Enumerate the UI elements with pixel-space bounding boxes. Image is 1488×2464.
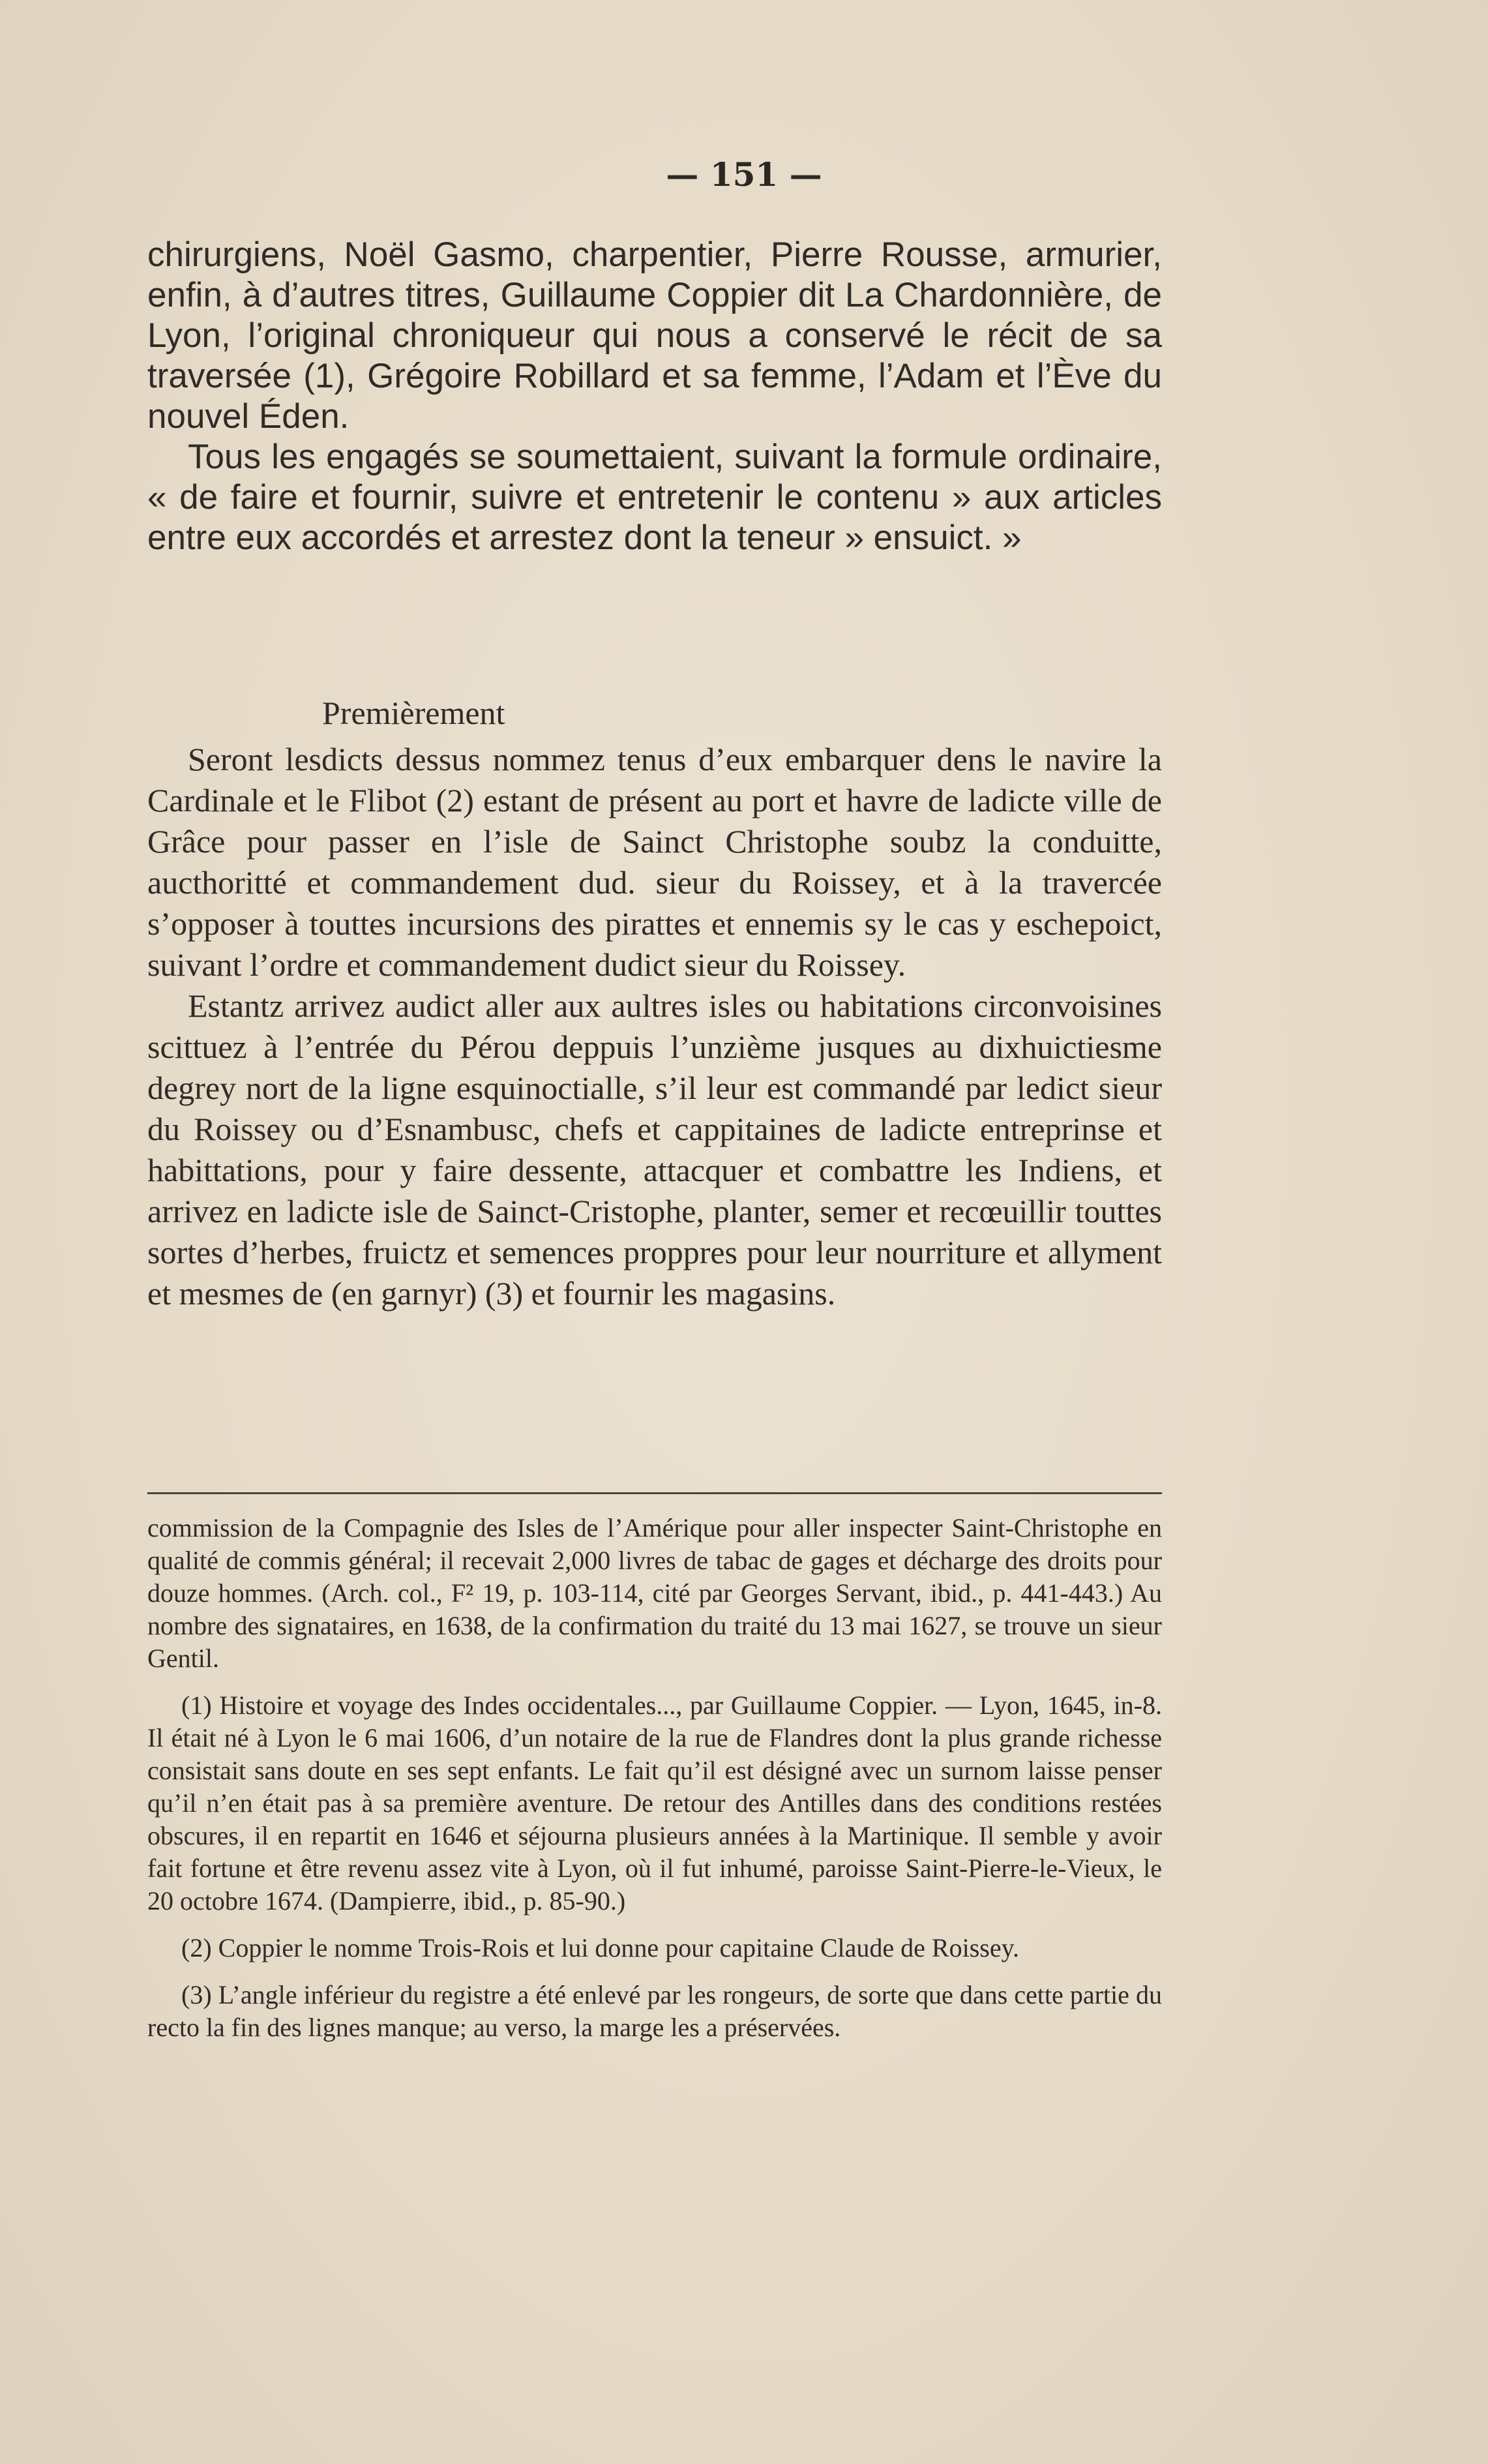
footnote-3: (3) L’angle inférieur du registre a été enlevé par les rongeurs, de sorte que dans cette partie du recto la fin des lignes manque; au verso, la marge les a préservées. xyxy=(147,1980,1162,2042)
footnote-2: (2) Coppier le nomme Trois-Rois et lui donne pour capitaine Claude de Roissey. xyxy=(181,1933,1019,1962)
main-text xyxy=(147,235,1162,558)
charter-paragraph-2: Estantz arrivez audict aller aux aultres isles ou habitations circonvoisines scittuez à l’entrée du Pérou deppuis l’unzième jusques au dixhuictiesme degrey nort de la ligne esquinoctialle, s’il leur est commandé par ledict sieur du Roissey ou d’Esnambusc, chefs et cappitaines de ladicte entreprinse et habittations, pour y faire dessente, attacquer et combattre les Indiens, et arrivez en ladicte isle de Sainct-Cristophe, planter, semer et recœuillir touttes sortes d’herbes, fruictz et semences proppres pour leur nourriture et allyment et mesmes de (en garnyr) (3) et fournir les magasins. xyxy=(147,987,1162,1312)
charter-heading: Premièrement xyxy=(322,695,505,731)
footnote-1: (1) Histoire et voyage des Indes occidentales..., par Guillaume Coppier. — Lyon, 1645, in-8. Il était né à Lyon le 6 mai 1606, d’un notaire de la rue de Flandres dont la plus grande richesse consistait sans doute en ses sept enfants. Le fait qu’il est désigné avec un surnom laisse penser qu’il n’en était pas à sa première aventure. De retour des Antilles dans des conditions restées obscures, il en repartit en 1646 et séjourna plusieurs années à la Martinique. Il semble y avoir fait fortune et être revenu assez vite à Lyon, où il fut inhumé, paroisse Saint-Pierre-le-Vieux, le 20 octobre 1674. (Dampierre, ibid., p. 85-90.) xyxy=(147,1690,1162,1916)
charter-quotation xyxy=(147,693,1162,1314)
main-paragraph-2: Tous les engagés se soumettaient, suivant la formule ordinaire, « de faire et fournir, suivre et entretenir le contenu » aux articles entre eux accordés et arrestez dont la teneur » ensuict. » xyxy=(147,438,1162,557)
footnotes xyxy=(147,1512,1162,2044)
page-number: — 151 — xyxy=(666,155,822,194)
main-paragraph-1: chirurgiens, Noël Gasmo, charpentier, Pierre Rousse, armurier, enfin, à d’autres titres, Guillaume Coppier dit La Chardonnière, de Lyon, l’original chroniqueur qui nous a conservé le récit de sa traversée (1), Grégoire Robillard et sa femme, l’Adam et l’Ève du nouvel Éden. xyxy=(147,235,1162,436)
charter-paragraph-1: Seront lesdicts dessus nommez tenus d’eux embarquer dens le navire la Cardinale et le Flibot (2) estant de présent au port et havre de ladicte ville de Grâce pour passer en l’isle de Sainct Christophe soubz la conduitte, aucthoritté et commandement dud. sieur du Roissey, et à la travercée s’opposer à touttes incursions des pirattes et ennemis sy le cas y eschepoict, suivant l’ordre et commandement dudict sieur du Roissey. xyxy=(147,741,1162,983)
footnote-separator xyxy=(147,1492,1162,1494)
footnote-continuation: commission de la Compagnie des Isles de l’Amérique pour aller inspecter Saint-Christophe en qualité de commis général; il recevait 2,000 livres de tabac de gages et décharge des droits pour douze hommes. (Arch. col., F² 19, p. 103-114, cité par Georges Servant, ibid., p. 441-443.) Au nombre des signataires, en 1638, de la confirmation du traité du 13 mai 1627, se trouve un sieur Gentil. xyxy=(147,1513,1162,1673)
